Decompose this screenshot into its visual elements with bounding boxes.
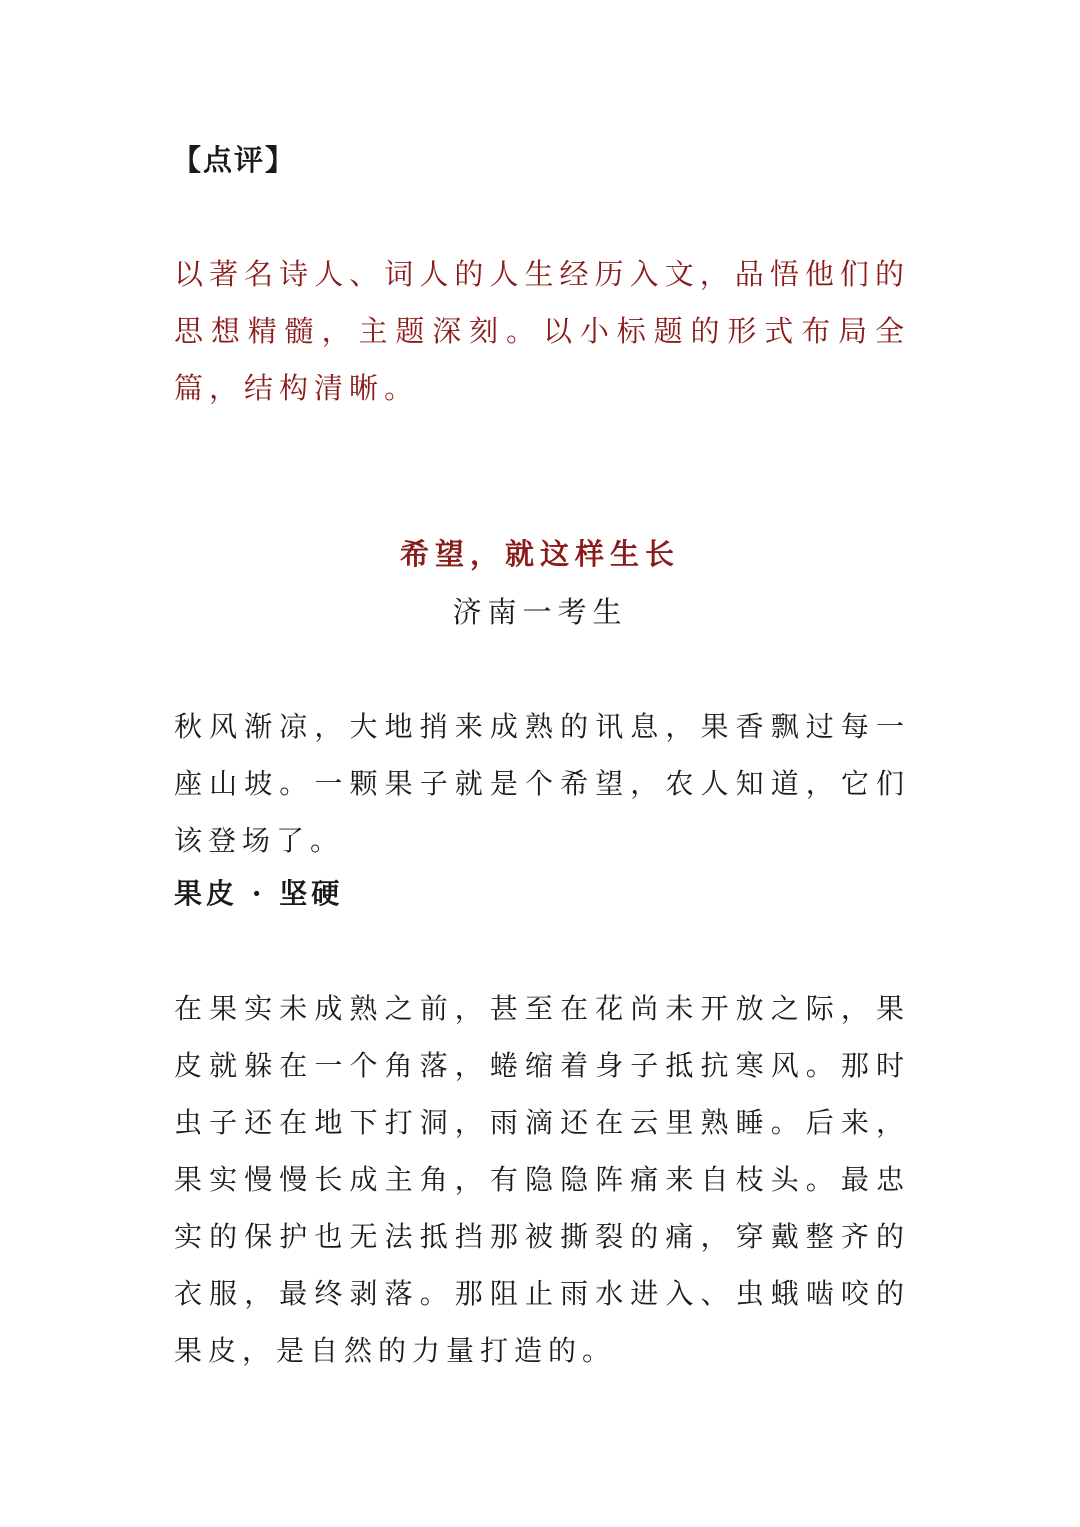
intro-paragraph: 秋风渐凉，大地捎来成熟的讯息，果香飘过每一座山坡。一颗果子就是个希望，农人知道，它们该登场了。 [174,710,910,857]
comment-heading: 【点评】 [172,143,297,177]
essay-author: 济南一考生 [452,595,628,629]
comment-text: 以著名诗人、词人的人生经历入文，品悟他们的思想精髓，主题深刻。以小标题的形式布局全篇，结构清晰。 [174,257,910,405]
section-subheading: 果皮 · 坚硬 [174,877,344,910]
body-paragraph: 在果实未成熟之前，甚至在花尚未开放之际，果皮就躲在一个角落，蜷缩着身子抵抗寒风。那时虫子还在地下打洞，雨滴还在云里熟睡。后来，果实慢慢长成主角，有隐隐阵痛来自枝头。最忠实的保护也无法抵挡那被撕裂的痛，穿戴整齐的衣服，最终剥落。那阻止雨水进入、虫蛾啮咬的果皮，是自然的力量打造的。 [174,992,910,1367]
essay-title: 希望，就这样生长 [399,537,680,571]
